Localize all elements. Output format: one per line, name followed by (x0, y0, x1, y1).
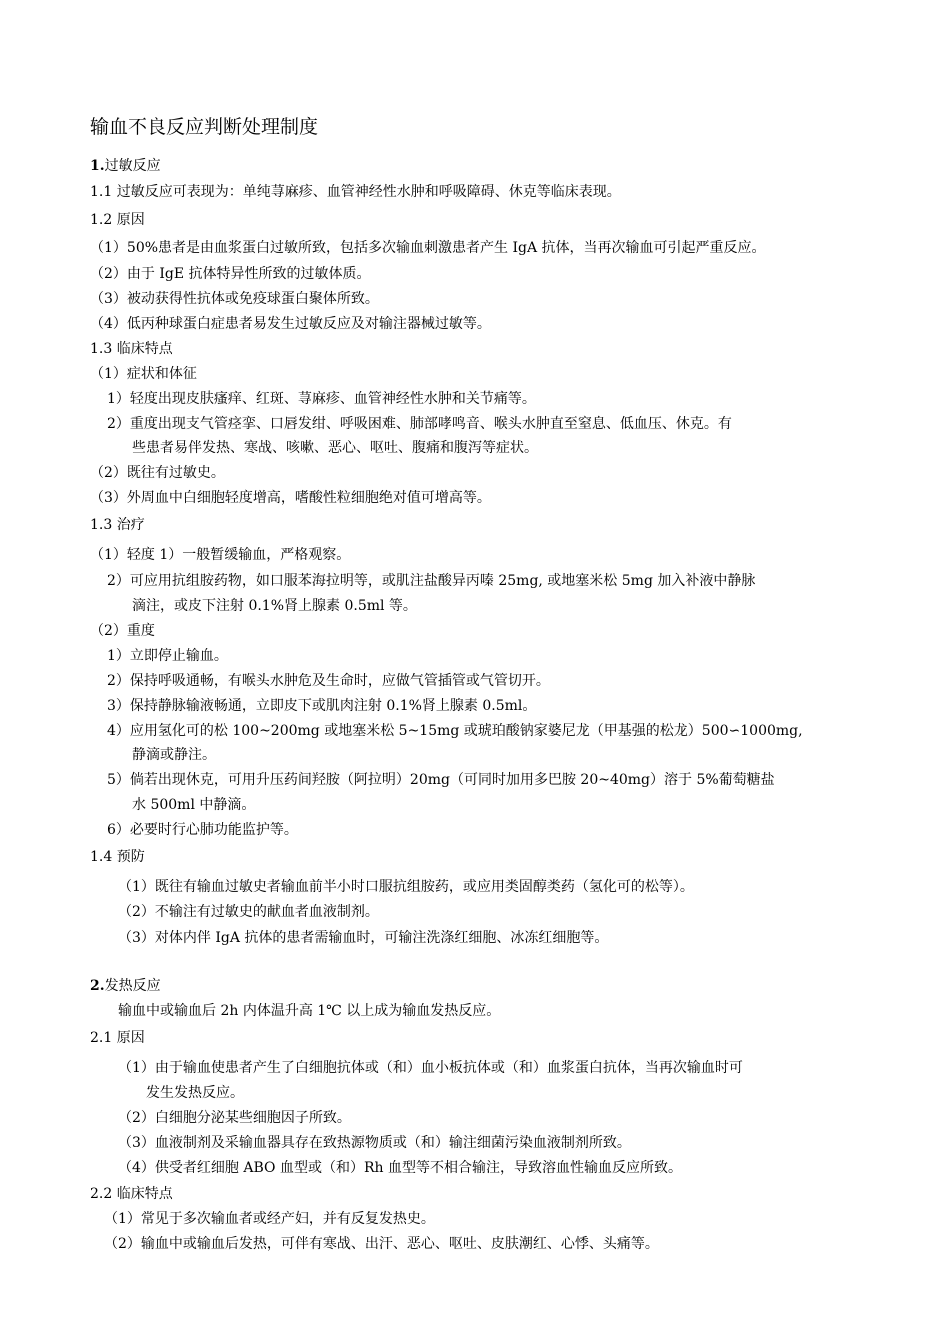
list-item: （1）常见于多次输血者或经产妇，并有反复发热史。 (104, 1211, 435, 1227)
list-item-continuation: 些患者易伴发热、寒战、咳嗽、恶心、呕吐、腹痛和腹泻等症状。 (132, 440, 538, 456)
list-item-continuation: 水 500ml 中静滴。 (132, 797, 256, 813)
list-item: （2）白细胞分泌某些细胞因子所致。 (118, 1110, 351, 1126)
subsection-heading: 2.1 原因 (90, 1030, 145, 1046)
list-item: （2）由于 IgE 抗体特异性所致的过敏体质。 (90, 266, 371, 282)
section-number: 1. (90, 158, 105, 174)
list-item: （1）轻度 1）一般暂缓输血，严格观察。 (90, 547, 351, 563)
subsection-heading: 1.3 治疗 (90, 517, 145, 533)
list-item: （3）血液制剂及采输血器具存在致热源物质或（和）输注细菌污染血液制剂所致。 (118, 1135, 631, 1151)
list-item-continuation: 滴注，或皮下注射 0.1%肾上腺素 0.5ml 等。 (132, 598, 417, 614)
list-item: （3）对体内伴 IgA 抗体的患者需输血时，可输注洗涤红细胞、冰冻红细胞等。 (118, 930, 609, 946)
list-item: （2）不输注有过敏史的献血者血液制剂。 (118, 904, 379, 920)
list-item: 4）应用氢化可的松 100~200mg 或地塞米松 5~15mg 或琥珀酸钠家婆尼龙（甲基强的松龙）500∽1000mg, (107, 723, 803, 739)
subsection-heading: 2.2 临床特点 (90, 1186, 173, 1202)
document-title: 输血不良反应判断处理制度 (90, 116, 319, 138)
list-item: （4）低丙种球蛋白症患者易发生过敏反应及对输注器械过敏等。 (90, 316, 491, 332)
list-item: 6）必要时行心肺功能监护等。 (107, 822, 298, 838)
list-item: 2）可应用抗组胺药物，如口服苯海拉明等，或肌注盐酸异丙嗪 25mg, 或地塞米松 5mg 加入补液中静脉 (107, 573, 756, 589)
list-item: 5）倘若出现休克，可用升压药间羟胺（阿拉明）20mg（可同时加用多巴胺 20~40mg）溶于 5%葡萄糖盐 (107, 772, 775, 788)
section-title: 过敏反应 (104, 158, 161, 174)
subsection-heading: 1.3 临床特点 (90, 341, 173, 357)
section-number: 2. (90, 978, 105, 994)
list-item: （4）供受者红细胞 ABO 血型或（和）Rh 血型等不相合输注，导致溶血性输血反应所致。 (118, 1160, 682, 1176)
list-item: 2）保持呼吸通畅，有喉头水肿危及生命时，应做气管插管或气管切开。 (107, 673, 550, 689)
list-item: （1）由于输血使患者产生了白细胞抗体或（和）血小板抗体或（和）血浆蛋白抗体，当再次输血时可 (118, 1060, 743, 1076)
paragraph-line: 1.1 过敏反应可表现为：单纯荨麻疹、血管神经性水肿和呼吸障碍、休克等临床表现。 (90, 184, 621, 200)
section-heading-fever (90, 976, 161, 996)
list-item: 3）保持静脉输液畅通，立即皮下或肌肉注射 0.1%肾上腺素 0.5ml。 (107, 698, 537, 714)
list-item: 1）立即停止输血。 (107, 648, 228, 664)
list-item: 2）重度出现支气管痉挛、口唇发绀、呼吸困难、肺部哮鸣音、喉头水肿直至窒息、低血压、休克。有 (107, 416, 732, 432)
list-item-continuation: 发生发热反应。 (146, 1085, 244, 1101)
list-item: 1）轻度出现皮肤瘙痒、红斑、荨麻疹、血管神经性水肿和关节痛等。 (107, 391, 536, 407)
list-item-continuation: 静滴或静注。 (132, 747, 216, 763)
subsection-heading: 1.4 预防 (90, 849, 145, 865)
list-item: （2）既往有过敏史。 (90, 465, 225, 481)
list-item: （1）既往有输血过敏史者输血前半小时口服抗组胺药，或应用类固醇类药（氢化可的松等）。 (118, 879, 694, 895)
list-item: （3）外周血中白细胞轻度增高，嗜酸性粒细胞绝对值可增高等。 (90, 490, 491, 506)
list-item: （1）50%患者是由血浆蛋白过敏所致，包括多次输血刺激患者产生 IgA 抗体，当再次输血可引起严重反应。 (90, 240, 766, 256)
list-item: （2）重度 (90, 623, 155, 639)
section-heading-allergic (90, 156, 161, 176)
subsection-heading: 1.2 原因 (90, 212, 145, 228)
list-item: （3）被动获得性抗体或免疫球蛋白聚体所致。 (90, 291, 379, 307)
list-item: （1）症状和体征 (90, 366, 197, 382)
paragraph-line: 输血中或输血后 2h 内体温升高 1℃ 以上成为输血发热反应。 (118, 1003, 501, 1019)
list-item: （2）输血中或输血后发热，可伴有寒战、出汗、恶心、呕吐、皮肤潮红、心悸、头痛等。 (104, 1236, 659, 1252)
section-title: 发热反应 (104, 978, 161, 994)
